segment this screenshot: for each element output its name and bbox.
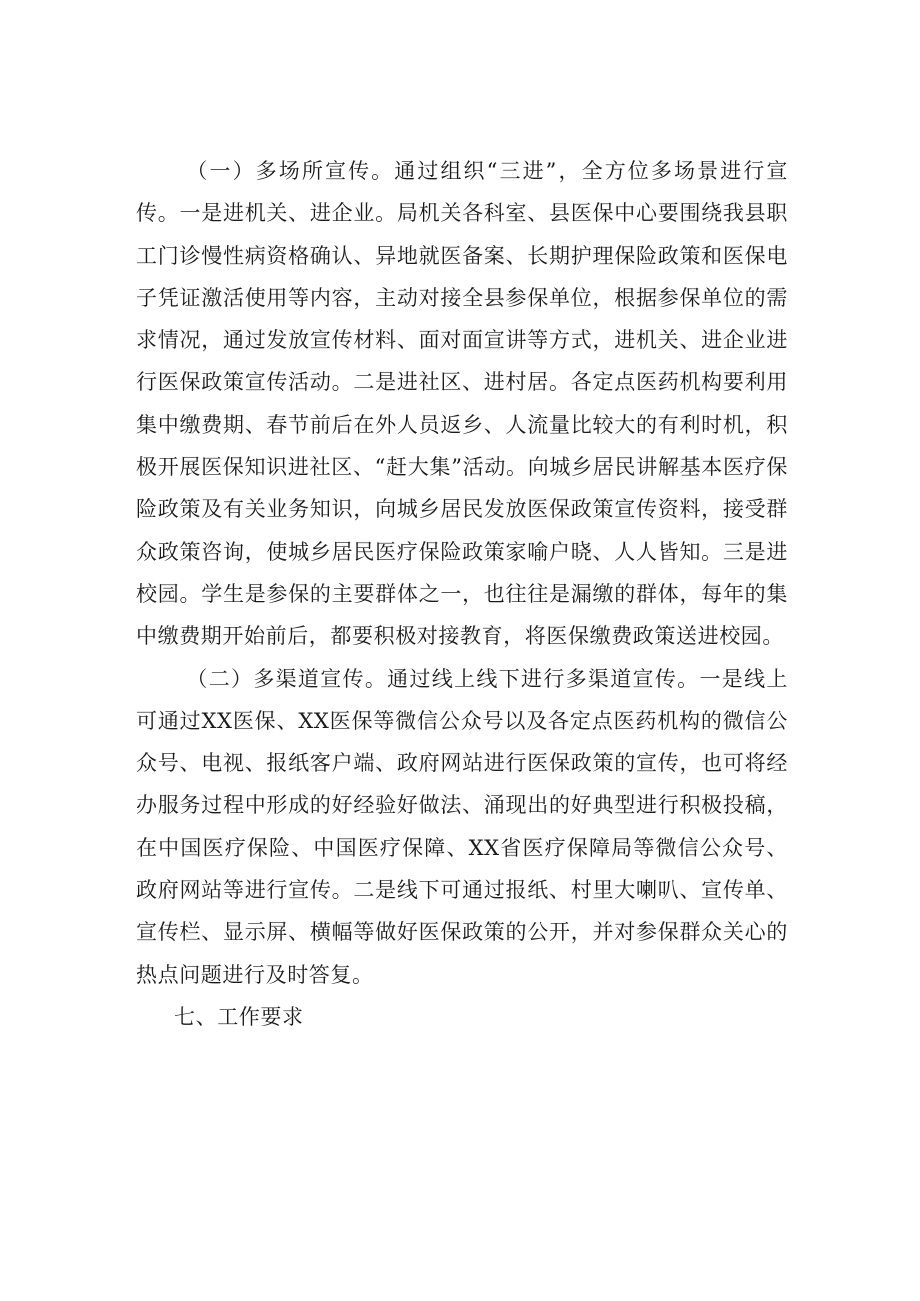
paragraph-multi-venue-publicity: （一）多场所宣传。通过组织“三进”，全方位多场景进行宣传。一是进机关、进企业。局机关各科室、县医保中心要围绕我县职工门诊慢性病资格确认、异地就医备案、长期护理保险政策和医保电子凭证激活使用等内容，主动对接全县参保单位，根据参保单位的需求情况，通过发放宣传材料、面对面宣讲等方式，进机关、进企业进行医保政策宣传活动。二是进社区、进村居。各定点医药机构要利用集中缴费期、春节前后在外人员返乡、人流量比较大的有利时机，积极开展医保知识进社区、“赶大集”活动。向城乡居民讲解基本医疗保险政策及有关业务知识，向城乡居民发放医保政策宣传资料，接受群众政策咨询，使城乡居民医疗保险政策家喻户晓、人人皆知。三是进校园。学生是参保的主要群体之一，也往往是漏缴的群体，每年的集中缴费期开始前后，都要积极对接教育，将医保缴费政策送进校园。 [136,159,788,649]
document-body [136,150,788,1038]
section-heading-work-requirements: 七、工作要求 [174,1004,304,1029]
paragraph-multi-channel-publicity: （二）多渠道宣传。通过线上线下进行多渠道宣传。一是线上可通过XX医保、XX医保等微信公众号以及各定点医药机构的微信公众号、电视、报纸客户端、政府网站进行医保政策的宣传，也可将经办服务过程中形成的好经验好做法、涌现出的好典型进行积极投稿，在中国医疗保险、中国医疗保障、XX省医疗保障局等微信公众号、政府网站等进行宣传。二是线下可通过报纸、村里大喇叭、宣传单、宣传栏、显示屏、横幅等做好医保政策的公开，并对参保群众关心的热点问题进行及时答复。 [136,666,788,987]
